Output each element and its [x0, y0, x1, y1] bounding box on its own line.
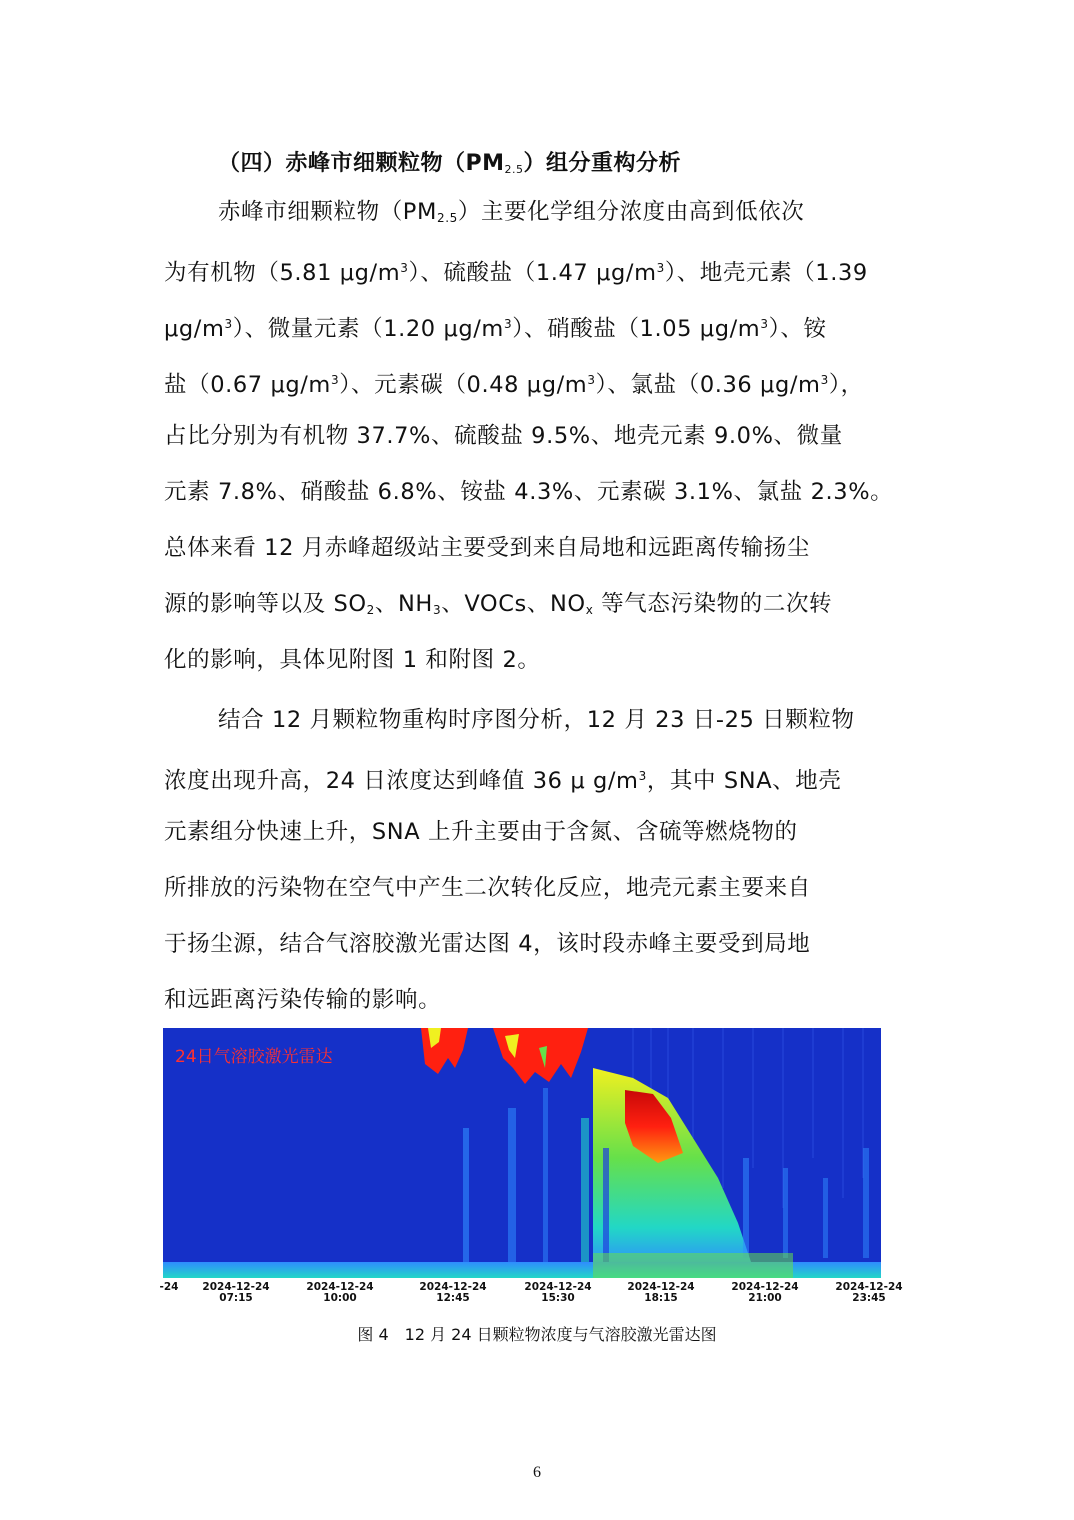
text-line: 元素 7.8%、硝酸盐 6.8%、铵盐 4.3%、元素碳 3.1%、氯盐 2.3%。	[164, 479, 894, 505]
text-line: 和远距离污染传输的影响。	[164, 987, 442, 1013]
page-number: 6	[533, 1464, 541, 1481]
text-line: 结合 12 月颗粒物重构时序图分析，12 月 23 日-25 日颗粒物	[218, 707, 855, 733]
figure-label: 24日气溶胶激光雷达	[175, 1047, 333, 1067]
text-line: 元素组分快速上升，SNA 上升主要由于含氮、含硫等燃烧物的	[164, 819, 798, 845]
time-axis	[159, 1278, 923, 1308]
lidar-figure	[163, 1028, 881, 1278]
text-line: 为有机物（5.81 $\mu g/m^3$）、硫酸盐（1.47 $\mu g/m^3$）、地壳元素（1.39	[164, 260, 868, 286]
axis-tick: 2024-12-24 10:00	[306, 1281, 374, 1304]
text-line: 化的影响，具体见附图 1 和附图 2。	[164, 647, 541, 673]
axis-tick: 2024-12-24 21:00	[731, 1281, 799, 1304]
axis-tick: 2024-12-24 18:15	[627, 1281, 695, 1304]
axis-tick: 2024-12-24 12:45	[419, 1281, 487, 1304]
axis-tick: 2024-12-24 15:30	[524, 1281, 592, 1304]
paragraph-composition	[164, 184, 914, 688]
text-line: 源的影响等以及 $SO_2$、$NH_3$、VOCs、$NO_x$ 等气态污染物的二次转	[164, 591, 833, 617]
text-line: 于扬尘源，结合气溶胶激光雷达图 4，该时段赤峰主要受到局地	[164, 931, 811, 957]
text-line: 赤峰市细颗粒物$(PM_{2.5})$主要化学组分浓度由高到低依次	[218, 199, 805, 225]
axis-tick: 2024-12-24 23:45	[835, 1281, 903, 1304]
text-line: 总体来看 12 月赤峰超级站主要受到来自局地和远距离传输扬尘	[164, 535, 810, 561]
text-line: 所排放的污染物在空气中产生二次转化反应，地壳元素主要来自	[164, 875, 811, 901]
paragraph-analysis	[164, 692, 914, 1028]
text-line: 浓度出现升高，24 日浓度达到峰值 36 μ $g/m^3$，其中 SNA、地壳	[164, 768, 842, 794]
text-line: $\mu g/m^3$）、微量元素（1.20 $\mu g/m^3$）、硝酸盐（1.05 $\mu g/m^3$）、铵	[164, 316, 827, 342]
axis-tick: 2024-12-24 07:15	[202, 1281, 270, 1304]
figure-caption: 图 4 12 月 24 日颗粒物浓度与气溶胶激光雷达图	[357, 1325, 717, 1344]
text-line: 占比分别为有机物 37.7%、硫酸盐 9.5%、地壳元素 9.0%、微量	[164, 423, 843, 449]
axis-tick: -24	[159, 1281, 179, 1293]
text-line: 盐（0.67 $\mu g/m^3$）、元素碳（0.48 $\mu g/m^3$）、氯盐（0.36 $\mu g/m^3$），	[164, 372, 864, 398]
section-heading: （四）赤峰市细颗粒物（PM2.5）组分重构分析	[218, 151, 682, 176]
